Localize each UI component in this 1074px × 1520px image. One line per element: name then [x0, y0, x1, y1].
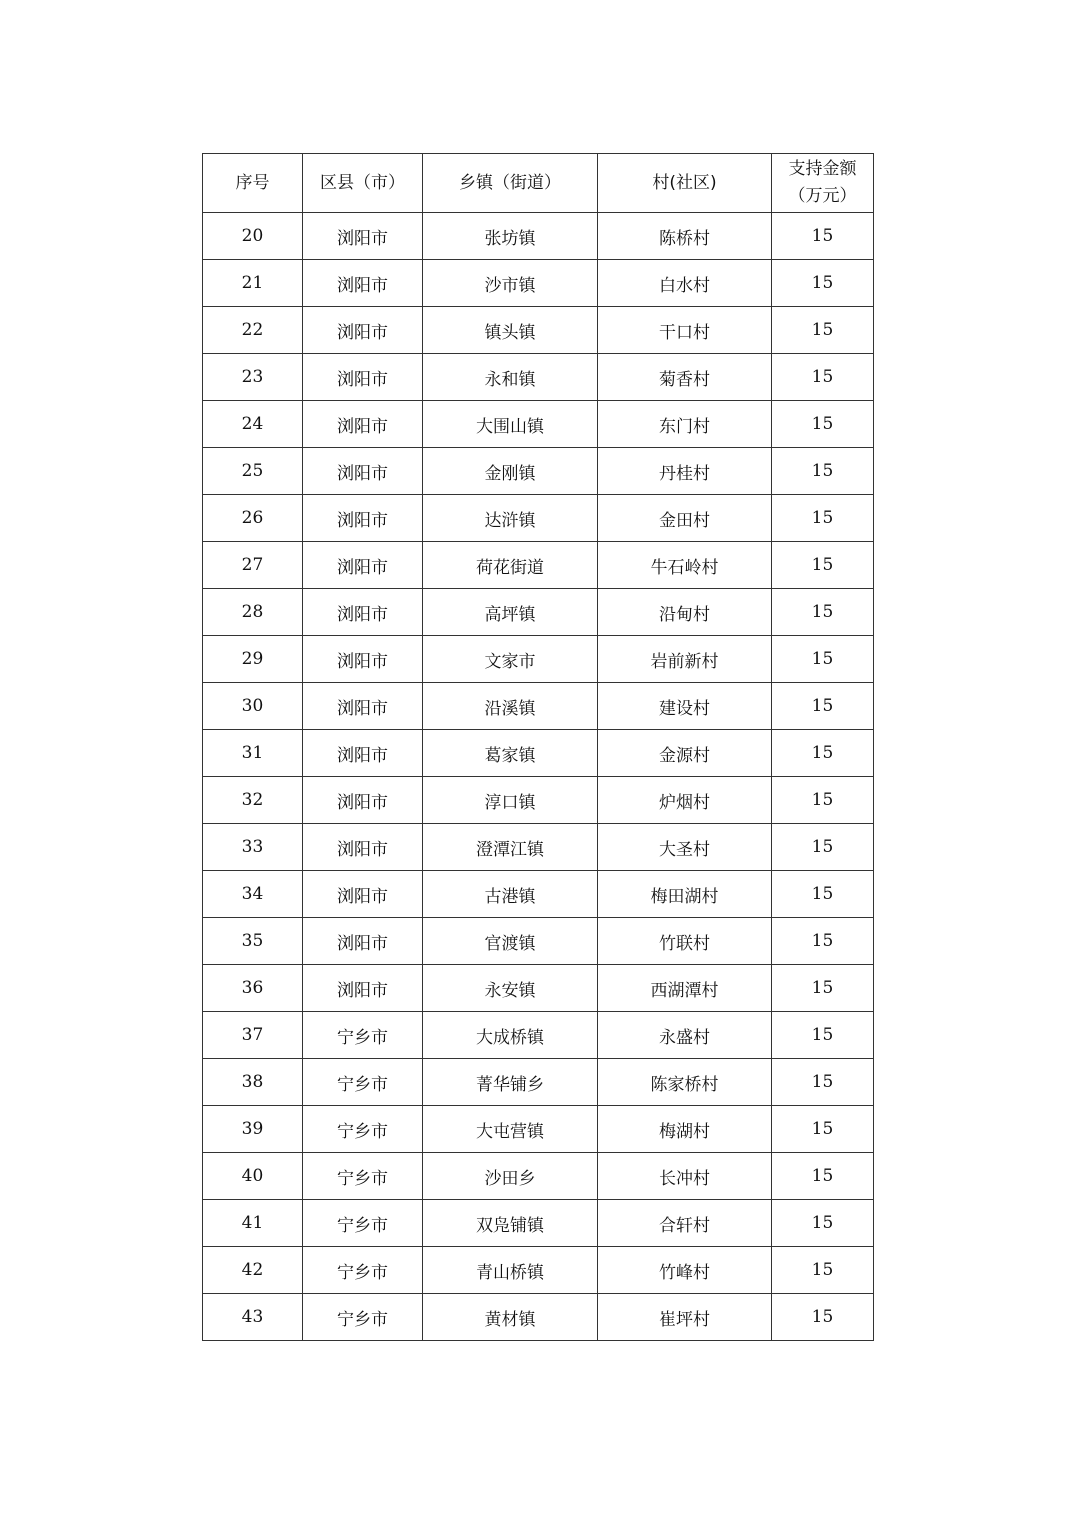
cell-amount: 15	[772, 542, 874, 589]
cell-town: 大围山镇	[423, 401, 598, 448]
cell-village: 岩前新村	[598, 636, 772, 683]
cell-seq: 23	[203, 354, 303, 401]
cell-seq: 29	[203, 636, 303, 683]
cell-seq: 32	[203, 777, 303, 824]
table-header	[203, 154, 874, 213]
cell-amount: 15	[772, 589, 874, 636]
cell-amount: 15	[772, 1059, 874, 1106]
table-row	[203, 542, 874, 589]
cell-amount: 15	[772, 1247, 874, 1294]
cell-village: 金田村	[598, 495, 772, 542]
cell-seq: 28	[203, 589, 303, 636]
cell-amount: 15	[772, 1012, 874, 1059]
cell-amount: 15	[772, 1200, 874, 1247]
table-row	[203, 730, 874, 777]
cell-village: 崔坪村	[598, 1294, 772, 1341]
cell-amount: 15	[772, 871, 874, 918]
cell-town: 大屯营镇	[423, 1106, 598, 1153]
cell-town: 沙田乡	[423, 1153, 598, 1200]
cell-county: 浏阳市	[303, 636, 423, 683]
table-row	[203, 871, 874, 918]
cell-amount: 15	[772, 683, 874, 730]
cell-county: 浏阳市	[303, 777, 423, 824]
cell-county: 宁乡市	[303, 1012, 423, 1059]
table-row	[203, 1059, 874, 1106]
table-row	[203, 636, 874, 683]
cell-county: 宁乡市	[303, 1153, 423, 1200]
cell-village: 大圣村	[598, 824, 772, 871]
cell-village: 陈桥村	[598, 213, 772, 260]
cell-town: 永安镇	[423, 965, 598, 1012]
cell-village: 菊香村	[598, 354, 772, 401]
cell-amount: 15	[772, 213, 874, 260]
cell-village: 建设村	[598, 683, 772, 730]
cell-town: 菁华铺乡	[423, 1059, 598, 1106]
cell-seq: 34	[203, 871, 303, 918]
header-amount	[772, 154, 874, 213]
cell-county: 浏阳市	[303, 918, 423, 965]
cell-village: 丹桂村	[598, 448, 772, 495]
header-amount-line1: 支持金额	[788, 159, 857, 179]
cell-seq: 38	[203, 1059, 303, 1106]
cell-seq: 26	[203, 495, 303, 542]
table-row	[203, 401, 874, 448]
cell-amount: 15	[772, 1153, 874, 1200]
table-row	[203, 683, 874, 730]
cell-town: 荷花街道	[423, 542, 598, 589]
cell-town: 淳口镇	[423, 777, 598, 824]
cell-seq: 31	[203, 730, 303, 777]
cell-village: 炉烟村	[598, 777, 772, 824]
cell-village: 沿甸村	[598, 589, 772, 636]
cell-county: 宁乡市	[303, 1294, 423, 1341]
cell-seq: 24	[203, 401, 303, 448]
cell-county: 浏阳市	[303, 683, 423, 730]
cell-seq: 25	[203, 448, 303, 495]
cell-seq: 43	[203, 1294, 303, 1341]
cell-village: 合轩村	[598, 1200, 772, 1247]
table-row	[203, 260, 874, 307]
cell-amount: 15	[772, 730, 874, 777]
support-fund-table	[202, 153, 874, 1341]
cell-town: 高坪镇	[423, 589, 598, 636]
cell-village: 金源村	[598, 730, 772, 777]
table-row	[203, 354, 874, 401]
cell-county: 浏阳市	[303, 213, 423, 260]
header-town: 乡镇（街道）	[423, 154, 598, 213]
cell-seq: 42	[203, 1247, 303, 1294]
table-row	[203, 1012, 874, 1059]
table-row	[203, 918, 874, 965]
cell-county: 浏阳市	[303, 589, 423, 636]
cell-town: 官渡镇	[423, 918, 598, 965]
table-row	[203, 824, 874, 871]
cell-village: 东门村	[598, 401, 772, 448]
table-row	[203, 1106, 874, 1153]
table-row	[203, 307, 874, 354]
cell-amount: 15	[772, 495, 874, 542]
cell-amount: 15	[772, 824, 874, 871]
cell-town: 大成桥镇	[423, 1012, 598, 1059]
cell-village: 陈家桥村	[598, 1059, 772, 1106]
cell-town: 沙市镇	[423, 260, 598, 307]
cell-town: 葛家镇	[423, 730, 598, 777]
cell-town: 永和镇	[423, 354, 598, 401]
table-row	[203, 1247, 874, 1294]
cell-county: 浏阳市	[303, 542, 423, 589]
cell-amount: 15	[772, 636, 874, 683]
cell-village: 干口村	[598, 307, 772, 354]
table-row	[203, 448, 874, 495]
cell-seq: 21	[203, 260, 303, 307]
cell-amount: 15	[772, 1294, 874, 1341]
cell-amount: 15	[772, 401, 874, 448]
cell-village: 永盛村	[598, 1012, 772, 1059]
cell-seq: 39	[203, 1106, 303, 1153]
cell-town: 澄潭江镇	[423, 824, 598, 871]
cell-town: 青山桥镇	[423, 1247, 598, 1294]
cell-seq: 41	[203, 1200, 303, 1247]
table-row	[203, 213, 874, 260]
table-row	[203, 965, 874, 1012]
cell-amount: 15	[772, 354, 874, 401]
cell-seq: 20	[203, 213, 303, 260]
cell-amount: 15	[772, 965, 874, 1012]
cell-county: 宁乡市	[303, 1247, 423, 1294]
cell-town: 沿溪镇	[423, 683, 598, 730]
cell-county: 宁乡市	[303, 1106, 423, 1153]
table-row	[203, 1153, 874, 1200]
cell-county: 浏阳市	[303, 495, 423, 542]
cell-county: 浏阳市	[303, 354, 423, 401]
cell-town: 金刚镇	[423, 448, 598, 495]
cell-seq: 30	[203, 683, 303, 730]
cell-town: 黄材镇	[423, 1294, 598, 1341]
cell-town: 镇头镇	[423, 307, 598, 354]
table-row	[203, 1294, 874, 1341]
cell-town: 古港镇	[423, 871, 598, 918]
cell-county: 浏阳市	[303, 448, 423, 495]
cell-seq: 37	[203, 1012, 303, 1059]
header-row	[203, 154, 874, 213]
table-body	[203, 213, 874, 1341]
cell-amount: 15	[772, 918, 874, 965]
cell-amount: 15	[772, 1106, 874, 1153]
cell-seq: 35	[203, 918, 303, 965]
cell-county: 浏阳市	[303, 871, 423, 918]
header-county: 区县（市）	[303, 154, 423, 213]
cell-seq: 36	[203, 965, 303, 1012]
table-row	[203, 495, 874, 542]
cell-county: 宁乡市	[303, 1200, 423, 1247]
cell-amount: 15	[772, 777, 874, 824]
cell-village: 竹峰村	[598, 1247, 772, 1294]
cell-county: 浏阳市	[303, 401, 423, 448]
cell-county: 浏阳市	[303, 965, 423, 1012]
cell-county: 浏阳市	[303, 307, 423, 354]
cell-village: 牛石岭村	[598, 542, 772, 589]
cell-county: 浏阳市	[303, 824, 423, 871]
cell-village: 竹联村	[598, 918, 772, 965]
cell-county: 浏阳市	[303, 260, 423, 307]
table-row	[203, 589, 874, 636]
cell-village: 西湖潭村	[598, 965, 772, 1012]
cell-village: 白水村	[598, 260, 772, 307]
cell-amount: 15	[772, 260, 874, 307]
cell-seq: 22	[203, 307, 303, 354]
cell-town: 文家市	[423, 636, 598, 683]
cell-village: 梅田湖村	[598, 871, 772, 918]
table-row	[203, 1200, 874, 1247]
cell-town: 达浒镇	[423, 495, 598, 542]
cell-county: 宁乡市	[303, 1059, 423, 1106]
cell-town: 张坊镇	[423, 213, 598, 260]
header-seq: 序号	[203, 154, 303, 213]
cell-village: 长冲村	[598, 1153, 772, 1200]
cell-town: 双凫铺镇	[423, 1200, 598, 1247]
cell-amount: 15	[772, 448, 874, 495]
header-village: 村(社区)	[598, 154, 772, 213]
cell-seq: 27	[203, 542, 303, 589]
table-row	[203, 777, 874, 824]
cell-amount: 15	[772, 307, 874, 354]
cell-seq: 40	[203, 1153, 303, 1200]
cell-county: 浏阳市	[303, 730, 423, 777]
header-amount-line2: （万元）	[788, 186, 857, 206]
cell-seq: 33	[203, 824, 303, 871]
cell-village: 梅湖村	[598, 1106, 772, 1153]
